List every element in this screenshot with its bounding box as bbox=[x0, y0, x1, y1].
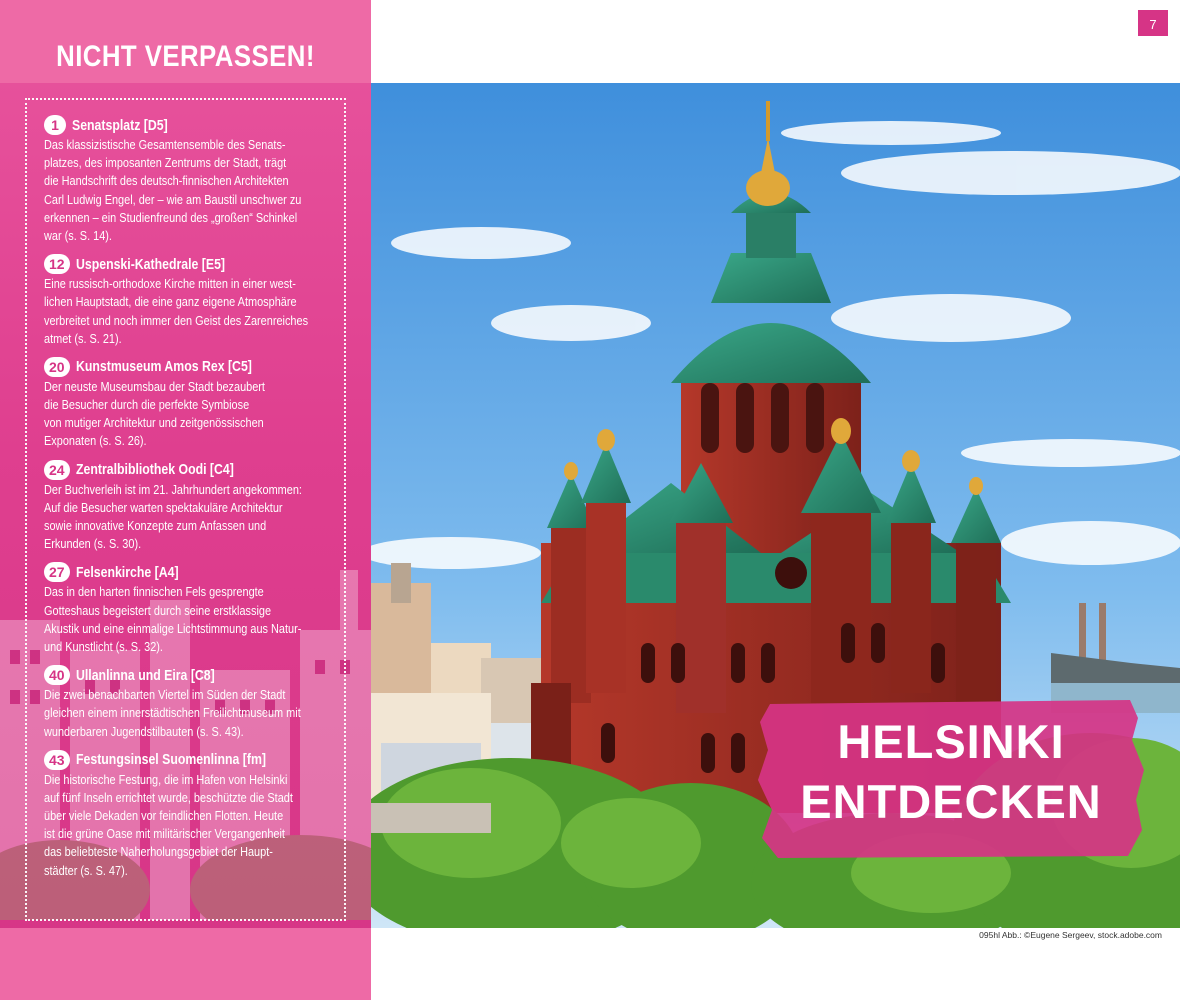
highlight-description-line: war (s. S. 14). bbox=[44, 227, 112, 243]
photo-credit: 095hl Abb.: ©Eugene Sergeev, stock.adobe.com bbox=[979, 930, 1162, 940]
highlight-description-line: Eine russisch-orthodoxe Kirche mitten in einer west- bbox=[44, 276, 296, 292]
highlight-description-line: Das in den harten finnischen Fels gesprengte bbox=[44, 584, 264, 600]
page-number: 7 bbox=[1138, 10, 1168, 36]
highlight-description-line: Die historische Festung, die im Hafen von Helsinki bbox=[44, 771, 288, 787]
highlight-description-line: ist die grüne Oase mit militärischer Vergangenheit bbox=[44, 826, 285, 842]
highlight-entry bbox=[44, 561, 344, 656]
highlight-number-badge: 24 bbox=[44, 460, 70, 480]
highlight-description-line: lichen Hauptstadt, die eine ganz eigene Atmosphäre bbox=[44, 294, 297, 310]
highlight-entry bbox=[44, 664, 344, 741]
highlight-description-line: von mutiger Architektur und zeitgenössischen bbox=[44, 415, 264, 431]
headline-line-2: ENTDECKEN bbox=[800, 775, 1102, 828]
highlight-entry-header bbox=[44, 253, 344, 275]
highlight-number-badge: 27 bbox=[44, 562, 70, 582]
highlight-description-line: gleichen einem innerstädtischen Freilichtmuseum mit bbox=[44, 705, 301, 721]
highlight-description-line: städter (s. S. 47). bbox=[44, 862, 128, 878]
highlight-entry bbox=[44, 253, 344, 348]
sidebar bbox=[0, 0, 371, 1000]
highlight-title: Festungsinsel Suomenlinna [fm] bbox=[75, 751, 266, 769]
highlight-entry-header bbox=[44, 749, 344, 771]
highlight-entry-header bbox=[44, 356, 344, 378]
highlight-title: Zentralbibliothek Oodi [C4] bbox=[75, 461, 234, 479]
highlight-number-badge: 1 bbox=[44, 115, 66, 135]
highlight-description-line: wunderbaren Jugendstilbauten (s. S. 43). bbox=[44, 723, 244, 739]
highlights-list bbox=[44, 114, 344, 888]
highlight-description-line: die Handschrift des deutsch-finnischen Architekten bbox=[44, 173, 289, 189]
highlight-description-line: Der neuste Museumsbau der Stadt bezaubert bbox=[44, 378, 265, 394]
highlight-description-line: Die zwei benachbarten Viertel im Süden der Stadt bbox=[44, 687, 286, 703]
highlight-entry bbox=[44, 114, 344, 245]
highlight-title: Kunstmuseum Amos Rex [C5] bbox=[75, 358, 252, 376]
highlight-description-line: Akustik und eine einmalige Lichtstimmung aus Natur- bbox=[44, 620, 302, 636]
highlight-title: Felsenkirche [A4] bbox=[75, 563, 179, 581]
highlight-description-line: Exponaten (s. S. 26). bbox=[44, 433, 147, 449]
highlight-entry-header bbox=[44, 664, 344, 686]
sidebar-footer-band bbox=[0, 928, 371, 1000]
headline-line-1: HELSINKI bbox=[837, 715, 1065, 768]
highlight-description-line: Das klassizistische Gesamtensemble des Senats- bbox=[44, 137, 286, 152]
sidebar-title: NICHT VERPASSEN! bbox=[56, 40, 315, 73]
highlight-entry bbox=[44, 356, 344, 451]
highlight-entry-header bbox=[44, 459, 344, 481]
highlight-entry bbox=[44, 459, 344, 554]
highlight-description-line: erkennen – ein Studienfreund des „großen“ Schinkel bbox=[44, 209, 298, 225]
highlight-description-line: platzes, des imposanten Zentrums der Stadt, trägt bbox=[44, 155, 287, 171]
highlight-description-line: verbreitet und noch immer den Geist des Zarenreiches bbox=[44, 312, 309, 328]
highlight-description-line: Der Buchverleih ist im 21. Jahrhundert angekommen: bbox=[44, 481, 302, 497]
highlight-entry-header bbox=[44, 114, 344, 136]
highlight-number-badge: 12 bbox=[44, 254, 70, 274]
highlight-description-line: Auf die Besucher warten spektakuläre Architektur bbox=[44, 499, 283, 515]
headline bbox=[758, 712, 1144, 832]
highlight-title: Senatsplatz [D5] bbox=[72, 116, 168, 134]
highlight-number-badge: 40 bbox=[44, 665, 70, 685]
highlight-description-line: Gotteshaus begeistert durch seine erstklassige bbox=[44, 602, 272, 618]
highlight-description-line: das beliebteste Naherholungsgebiet der Haupt- bbox=[44, 844, 273, 860]
highlight-description-line: atmet (s. S. 21). bbox=[44, 330, 122, 346]
highlight-description-line: Erkunden (s. S. 30). bbox=[44, 536, 142, 552]
highlight-description-line: sowie innovative Konzepte zum Anfassen und bbox=[44, 518, 267, 533]
highlight-title: Ullanlinna und Eira [C8] bbox=[75, 666, 215, 684]
highlight-entry bbox=[44, 749, 344, 880]
highlight-number-badge: 20 bbox=[44, 357, 70, 377]
highlight-description-line: Carl Ludwig Engel, der – wie am Baustil unschwer zu bbox=[44, 191, 302, 207]
highlight-description-line: die Besucher durch die perfekte Symbiose bbox=[44, 397, 250, 413]
highlight-description-line: und Kunstlicht (s. S. 32). bbox=[44, 638, 163, 654]
highlight-entry-header bbox=[44, 561, 344, 583]
highlight-number-badge: 43 bbox=[44, 750, 70, 770]
highlight-title: Uspenski-Kathedrale [E5] bbox=[75, 255, 225, 273]
highlight-description-line: über viele Dekaden vor feindlichen Flotten. Heute bbox=[44, 808, 284, 824]
highlight-description-line: auf fünf Inseln errichtet wurde, beschützte die Stadt bbox=[44, 789, 293, 805]
headline-box bbox=[758, 700, 1144, 858]
